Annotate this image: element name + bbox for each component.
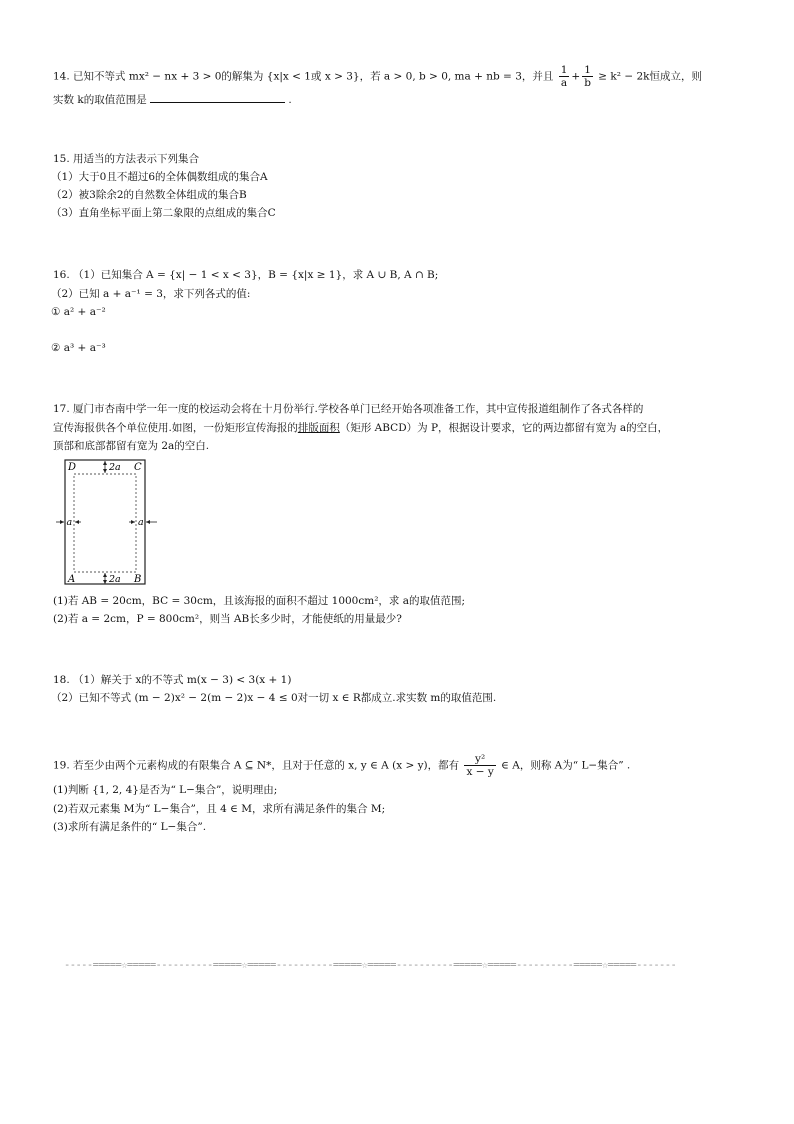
q17-line3: 顶部和底部都留有宽为 2a的空白. [53,440,210,452]
arrow-head [75,520,79,524]
corner-label-d: D [68,462,77,473]
corner-label-c: C [134,462,142,473]
arrow-head [131,520,135,524]
arrow-head [60,520,64,524]
q14-text-b: ≥ k² − 2k恒成立，则 [594,70,703,83]
top-margin-label: 2a [109,462,121,473]
q15-item-3: （3）直角坐标平面上第二象限的点组成的集合C [51,207,276,219]
q17-part1: (1)若 AB = 20cm，BC = 30cm，且该海报的面积不超过 1000cm²，求 a的取值范围; [53,595,466,607]
fraction-y2-over-x-minus-y [464,753,495,778]
layout-area-rect [74,474,136,572]
frac-denominator: b [584,77,591,89]
q18-line1: 18. （1）解关于 x的不等式 m(x − 3) < 3(x + 1) [53,674,292,686]
q19-part3: (3)求所有满足条件的“ L−集合”. [53,821,207,833]
q15-item-2: （2）被3除余2的自然数全体组成的集合B [51,189,247,201]
left-margin-label: a [66,517,73,528]
q17-line2-b: （矩形 ABCD）为 P，根据设计要求，它的两边都留有宽为 a的空白， [339,422,669,434]
footer-divider: -----=====☆=====----------=====☆=====----------=====☆=====----------=====☆=====----------=====☆=====------- [64,959,677,971]
corner-label-a: A [68,574,76,585]
fraction-1-over-b [582,64,593,89]
frac-numerator: y² [464,753,495,766]
q14-line1 [53,64,702,89]
q16-item-1: ① a² + a⁻² [51,306,106,318]
bottom-margin-label: 2a [109,574,121,585]
arrow-head [146,520,150,524]
q16-line2: （2）已知 a + a⁻¹ = 3，求下列各式的值: [51,288,251,300]
q19-text-b: ∈ A，则称 A为“ L−集合” . [501,759,631,772]
q14-text-a: 14. 已知不等式 mx² − nx + 3 > 0的解集为 {x|x < 1或 x > 3}，若 a > 0, b > 0, ma + nb = 3，并且 [53,70,557,83]
frac-denominator: x − y [466,766,494,778]
q19-line1 [53,753,630,778]
fraction-1-over-a [559,64,570,89]
q15-item-1: （1）大于0且不超过6的全体偶数组成的集合A [51,171,268,183]
arrow-head [103,469,107,473]
q14-line2-text: 实数 k的取值范围是 [53,94,147,106]
q17-line1: 17. 厦门市杏南中学一年一度的校运动会将在十月份举行.学校各单门已经开始各项准备工作，其中宣传报道组制作了各式各样的 [53,403,644,415]
arrow-head [103,461,107,465]
arrow-head [103,573,107,577]
q19-text-a: 19. 若至少由两个元素构成的有限集合 A ⊆ N*，且对于任意的 x, y ∈ A (x > y)，都有 [53,759,460,772]
plus-sign: + [571,70,581,83]
q18-line2: （2）已知不等式 (m − 2)x² − 2(m − 2)x − 4 ≤ 0对一切 x ∈ R都成立.求实数 m的取值范围. [51,692,497,704]
q19-part2: (2)若双元素集 M为“ L−集合”，且 4 ∈ M，求所有满足条件的集合 M; [53,803,386,815]
frac-denominator: a [560,77,568,89]
frac-numerator: 1 [560,64,568,76]
corner-label-b: B [134,574,142,585]
q17-line2-a: 宣传海报供各个单位使用.如图，一份矩形宣传海报的 [53,422,298,434]
q17-part2: (2)若 a = 2cm，P = 800cm²，则当 AB长多少时，才能使纸的用量最少? [53,613,402,625]
layout-area-link[interactable]: 排版面积 [297,422,340,434]
poster-diagram [53,458,161,588]
right-margin-label: a [138,517,144,528]
q17-line2 [53,421,668,435]
q16-item-2: ② a³ + a⁻³ [51,342,106,354]
q19-part1: (1)判断 {1, 2, 4}是否为“ L−集合”，说明理由; [53,784,278,796]
answer-blank[interactable] [150,92,285,103]
q14-period: . [288,94,292,106]
frac-numerator: 1 [582,64,593,77]
q15-title: 15. 用适当的方法表示下列集合 [53,153,200,165]
q16-line1: 16. （1）已知集合 A = {x| − 1 < x < 3}，B = {x|x ≥ 1}，求 A ∪ B, A ∩ B; [53,269,439,281]
q14-line2 [53,92,292,107]
